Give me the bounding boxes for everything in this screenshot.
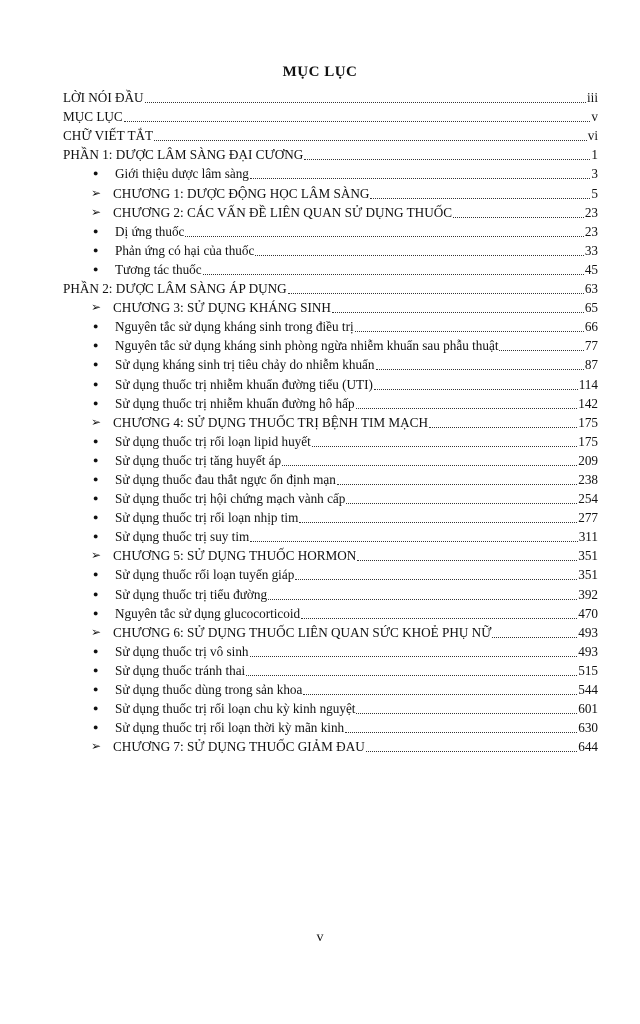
dot-leader — [356, 701, 577, 714]
bullet-icon: ● — [93, 722, 99, 733]
dot-leader — [288, 281, 584, 294]
toc-entry-title: CHƯƠNG 3: SỬ DỤNG KHÁNG SINH — [113, 300, 331, 316]
toc-entry — [63, 201, 598, 220]
toc-entry-title: Dị ứng thuốc — [115, 223, 185, 239]
toc-entry-page: 175 — [578, 414, 598, 430]
dot-leader — [492, 625, 577, 638]
toc-entry — [63, 621, 598, 640]
dot-leader — [346, 491, 577, 504]
bullet-icon: ● — [93, 244, 99, 255]
toc-entry-page: 515 — [578, 662, 598, 678]
toc-entry — [63, 506, 598, 525]
toc-entry-title: Sử dụng thuốc đau thắt ngực ổn định mạn — [115, 471, 336, 487]
toc-entry-page: 238 — [578, 471, 598, 487]
dot-leader — [282, 453, 577, 466]
toc-entry-title: Sử dụng thuốc trị nhiễm khuẩn đường hô hấp — [115, 395, 355, 411]
arrow-bullet-icon: ➢ — [91, 548, 102, 563]
dot-leader — [301, 606, 577, 619]
toc-entry — [63, 716, 598, 735]
dot-leader — [312, 434, 577, 447]
toc-entry — [63, 678, 598, 697]
toc-entry — [63, 735, 598, 754]
bullet-icon: ● — [93, 454, 99, 465]
toc-entry — [63, 239, 598, 258]
toc-entry-title: CHƯƠNG 6: SỬ DỤNG THUỐC LIÊN QUAN SỨC KHOẺ PHỤ NỮ — [113, 624, 492, 640]
arrow-bullet-icon: ➢ — [91, 739, 102, 754]
toc-entry-title: Phản ứng có hại của thuốc — [115, 242, 255, 258]
arrow-bullet-icon: ➢ — [91, 204, 102, 219]
toc-entry-page: v — [591, 109, 598, 125]
dot-leader — [366, 739, 577, 752]
toc-entry-page: 142 — [578, 395, 598, 411]
toc-entry-page: 65 — [584, 300, 598, 316]
toc-entry-title: Giới thiệu dược lâm sàng — [115, 166, 249, 182]
bullet-icon: ● — [93, 340, 99, 351]
dot-leader — [304, 147, 590, 160]
toc-entry-page: 630 — [578, 720, 598, 736]
dot-leader — [429, 415, 577, 428]
toc-entry-title: Sử dụng thuốc tránh thai — [115, 662, 246, 678]
toc-entry-page: 87 — [584, 357, 598, 373]
dot-leader — [203, 262, 584, 275]
toc-entry — [63, 659, 598, 678]
toc-entry-page: 63 — [584, 281, 598, 297]
dot-leader — [345, 720, 577, 733]
bullet-icon: ● — [93, 512, 99, 523]
toc-entry — [63, 468, 598, 487]
toc-entry — [63, 525, 598, 544]
bullet-icon: ● — [93, 263, 99, 274]
toc-entry-title: Sử dụng thuốc trị suy tim — [115, 529, 250, 545]
toc-entry-title: Sử dụng thuốc trị rối loạn chu kỳ kinh nguyệt — [115, 701, 356, 717]
toc-entry — [63, 563, 598, 582]
toc-entry — [63, 296, 598, 315]
dot-leader — [154, 128, 587, 141]
dot-leader — [356, 396, 578, 409]
toc-entry-page: 114 — [578, 376, 598, 392]
toc-entry-page: 351 — [578, 548, 598, 564]
page-number-footer: v — [316, 930, 324, 945]
toc-entry-title: CHƯƠNG 2: CÁC VẤN ĐỀ LIÊN QUAN SỬ DỤNG THUỐC — [113, 204, 453, 220]
toc-entry-page: 66 — [584, 319, 598, 335]
toc-entry-page: 23 — [584, 204, 598, 220]
toc-entry-title: Sử dụng thuốc trị tăng huyết áp — [115, 452, 282, 468]
dot-leader — [295, 567, 577, 580]
toc-entry — [63, 544, 598, 563]
dot-leader — [355, 319, 584, 332]
toc-entry-page: 470 — [578, 605, 598, 621]
toc-entry-page: 209 — [578, 452, 598, 468]
toc-entry-page: 601 — [578, 701, 598, 717]
toc-entry — [63, 353, 598, 372]
toc-entry-page: 351 — [578, 567, 598, 583]
bullet-icon: ● — [93, 321, 99, 332]
dot-leader — [246, 663, 577, 676]
dot-leader — [124, 109, 591, 122]
toc-entry — [63, 640, 598, 659]
bullet-icon: ● — [93, 225, 99, 236]
toc-entry-title: Tương tác thuốc — [115, 261, 202, 277]
toc-entry-title: Nguyên tắc sử dụng glucocorticoid — [115, 605, 301, 621]
toc-entry-title: CHƯƠNG 7: SỬ DỤNG THUỐC GIẢM ĐAU — [113, 739, 365, 755]
toc-entry-title: Sử dụng thuốc trị rối loạn thời kỳ mãn kinh — [115, 720, 345, 736]
toc-entry — [63, 105, 598, 124]
toc-entry — [63, 181, 598, 200]
arrow-bullet-icon: ➢ — [91, 414, 102, 429]
dot-leader — [255, 243, 583, 256]
toc-entry — [63, 334, 598, 353]
dot-leader — [499, 338, 583, 351]
toc-entry — [63, 449, 598, 468]
dot-leader — [250, 166, 591, 179]
toc-entry — [63, 487, 598, 506]
toc-entry-page: 3 — [591, 166, 598, 182]
toc-entry-title: PHẦN 2: DƯỢC LÂM SÀNG ÁP DỤNG — [63, 281, 287, 297]
toc-entry-page: 311 — [578, 529, 598, 545]
toc-entry-page: 5 — [591, 185, 598, 201]
toc-entry — [63, 277, 598, 296]
bullet-icon: ● — [93, 473, 99, 484]
toc-entry-page: 493 — [578, 643, 598, 659]
dot-leader — [299, 510, 577, 523]
dot-leader — [185, 224, 583, 237]
toc-entry-page: 175 — [578, 433, 598, 449]
toc-entry-page: vi — [587, 128, 598, 144]
toc-entry — [63, 372, 598, 391]
table-of-contents — [63, 86, 598, 754]
toc-entry — [63, 411, 598, 430]
bullet-icon: ● — [93, 378, 99, 389]
toc-entry-title: Nguyên tắc sử dụng kháng sinh trong điều trị — [115, 319, 354, 335]
toc-entry — [63, 220, 598, 239]
bullet-icon: ● — [93, 168, 99, 179]
toc-entry-page: 77 — [584, 338, 598, 354]
toc-entry-page: 544 — [578, 682, 598, 697]
bullet-icon: ● — [93, 397, 99, 408]
dot-leader — [376, 357, 584, 370]
toc-entry-page: 644 — [578, 739, 598, 755]
toc-entry-title: Sử dụng thuốc rối loạn tuyến giáp — [115, 567, 295, 583]
toc-entry — [63, 124, 598, 143]
toc-entry-title: Sử dụng thuốc trị rối loạn nhịp tim — [115, 510, 299, 526]
toc-entry-title: Sử dụng thuốc trị nhiễm khuẩn đường tiểu (UTI) — [115, 376, 373, 392]
toc-entry-page: iii — [587, 90, 598, 106]
bullet-icon: ● — [93, 359, 99, 370]
toc-entry-title: Sử dụng thuốc trị rối loạn lipid huyết — [115, 433, 311, 449]
bullet-icon: ● — [93, 531, 99, 542]
toc-entry-title: Sử dụng kháng sinh trị tiêu chảy do nhiễm khuẩn — [115, 357, 375, 373]
toc-entry — [63, 162, 598, 181]
toc-entry-title: CHƯƠNG 5: SỬ DỤNG THUỐC HORMON — [113, 548, 357, 564]
toc-entry-page: 33 — [584, 242, 598, 258]
toc-entry-title: MỤC LỤC — [63, 109, 123, 125]
bullet-icon: ● — [93, 588, 99, 599]
bullet-icon: ● — [93, 493, 99, 504]
toc-entry-title: CHƯƠNG 1: DƯỢC ĐỘNG HỌC LÂM SÀNG — [113, 185, 370, 201]
dot-leader — [374, 377, 578, 390]
dot-leader — [337, 472, 577, 485]
dot-leader — [303, 682, 577, 695]
dot-leader — [370, 186, 590, 199]
toc-entry-title: Sử dụng thuốc trị vô sinh — [115, 643, 249, 659]
toc-entry-title: Sử dụng thuốc trị tiểu đường — [115, 586, 268, 602]
toc-entry — [63, 86, 598, 105]
toc-entry-title: CHỮ VIẾT TẮT — [63, 128, 154, 144]
page-title: MỤC LỤC — [282, 64, 358, 80]
toc-entry — [63, 392, 598, 411]
bullet-icon: ● — [93, 684, 99, 694]
dot-leader — [250, 644, 578, 657]
bullet-icon: ● — [93, 569, 99, 580]
toc-entry-title: Sử dụng thuốc dùng trong sản khoa — [115, 682, 303, 697]
toc-entry-page: 493 — [578, 624, 598, 640]
dot-leader — [268, 587, 577, 600]
dot-leader — [453, 205, 584, 218]
toc-entry — [63, 602, 598, 621]
toc-entry — [63, 582, 598, 601]
bullet-icon: ● — [93, 435, 99, 446]
bullet-icon: ● — [93, 645, 99, 656]
dot-leader — [145, 90, 586, 103]
bullet-icon: ● — [93, 703, 99, 714]
bullet-icon: ● — [93, 664, 99, 675]
toc-entry-title: CHƯƠNG 4: SỬ DỤNG THUỐC TRỊ BỆNH TIM MẠCH — [113, 414, 429, 430]
toc-entry — [63, 143, 598, 162]
toc-entry-page: 392 — [578, 586, 598, 602]
dot-leader — [250, 529, 577, 542]
toc-entry — [63, 258, 598, 277]
toc-entry-title: Nguyên tắc sử dụng kháng sinh phòng ngừa nhiễm khuẩn sau phẫu thuật — [115, 338, 499, 354]
toc-entry-title: LỜI NÓI ĐẦU — [63, 90, 144, 106]
toc-entry-page: 45 — [584, 261, 598, 277]
toc-entry — [63, 430, 598, 449]
toc-entry-page: 277 — [578, 510, 598, 526]
toc-entry — [63, 697, 598, 716]
toc-entry-title: Sử dụng thuốc trị hội chứng mạch vành cấp — [115, 491, 346, 507]
toc-entry-title: PHẦN 1: DƯỢC LÂM SÀNG ĐẠI CƯƠNG — [63, 147, 304, 163]
dot-leader — [357, 548, 577, 561]
arrow-bullet-icon: ➢ — [91, 300, 102, 315]
bullet-icon: ● — [93, 607, 99, 618]
arrow-bullet-icon: ➢ — [91, 185, 102, 200]
arrow-bullet-icon: ➢ — [91, 624, 102, 639]
dot-leader — [332, 300, 584, 313]
toc-entry — [63, 315, 598, 334]
toc-entry-page: 1 — [591, 147, 598, 163]
toc-entry-page: 23 — [584, 223, 598, 239]
toc-entry-page: 254 — [578, 491, 598, 507]
